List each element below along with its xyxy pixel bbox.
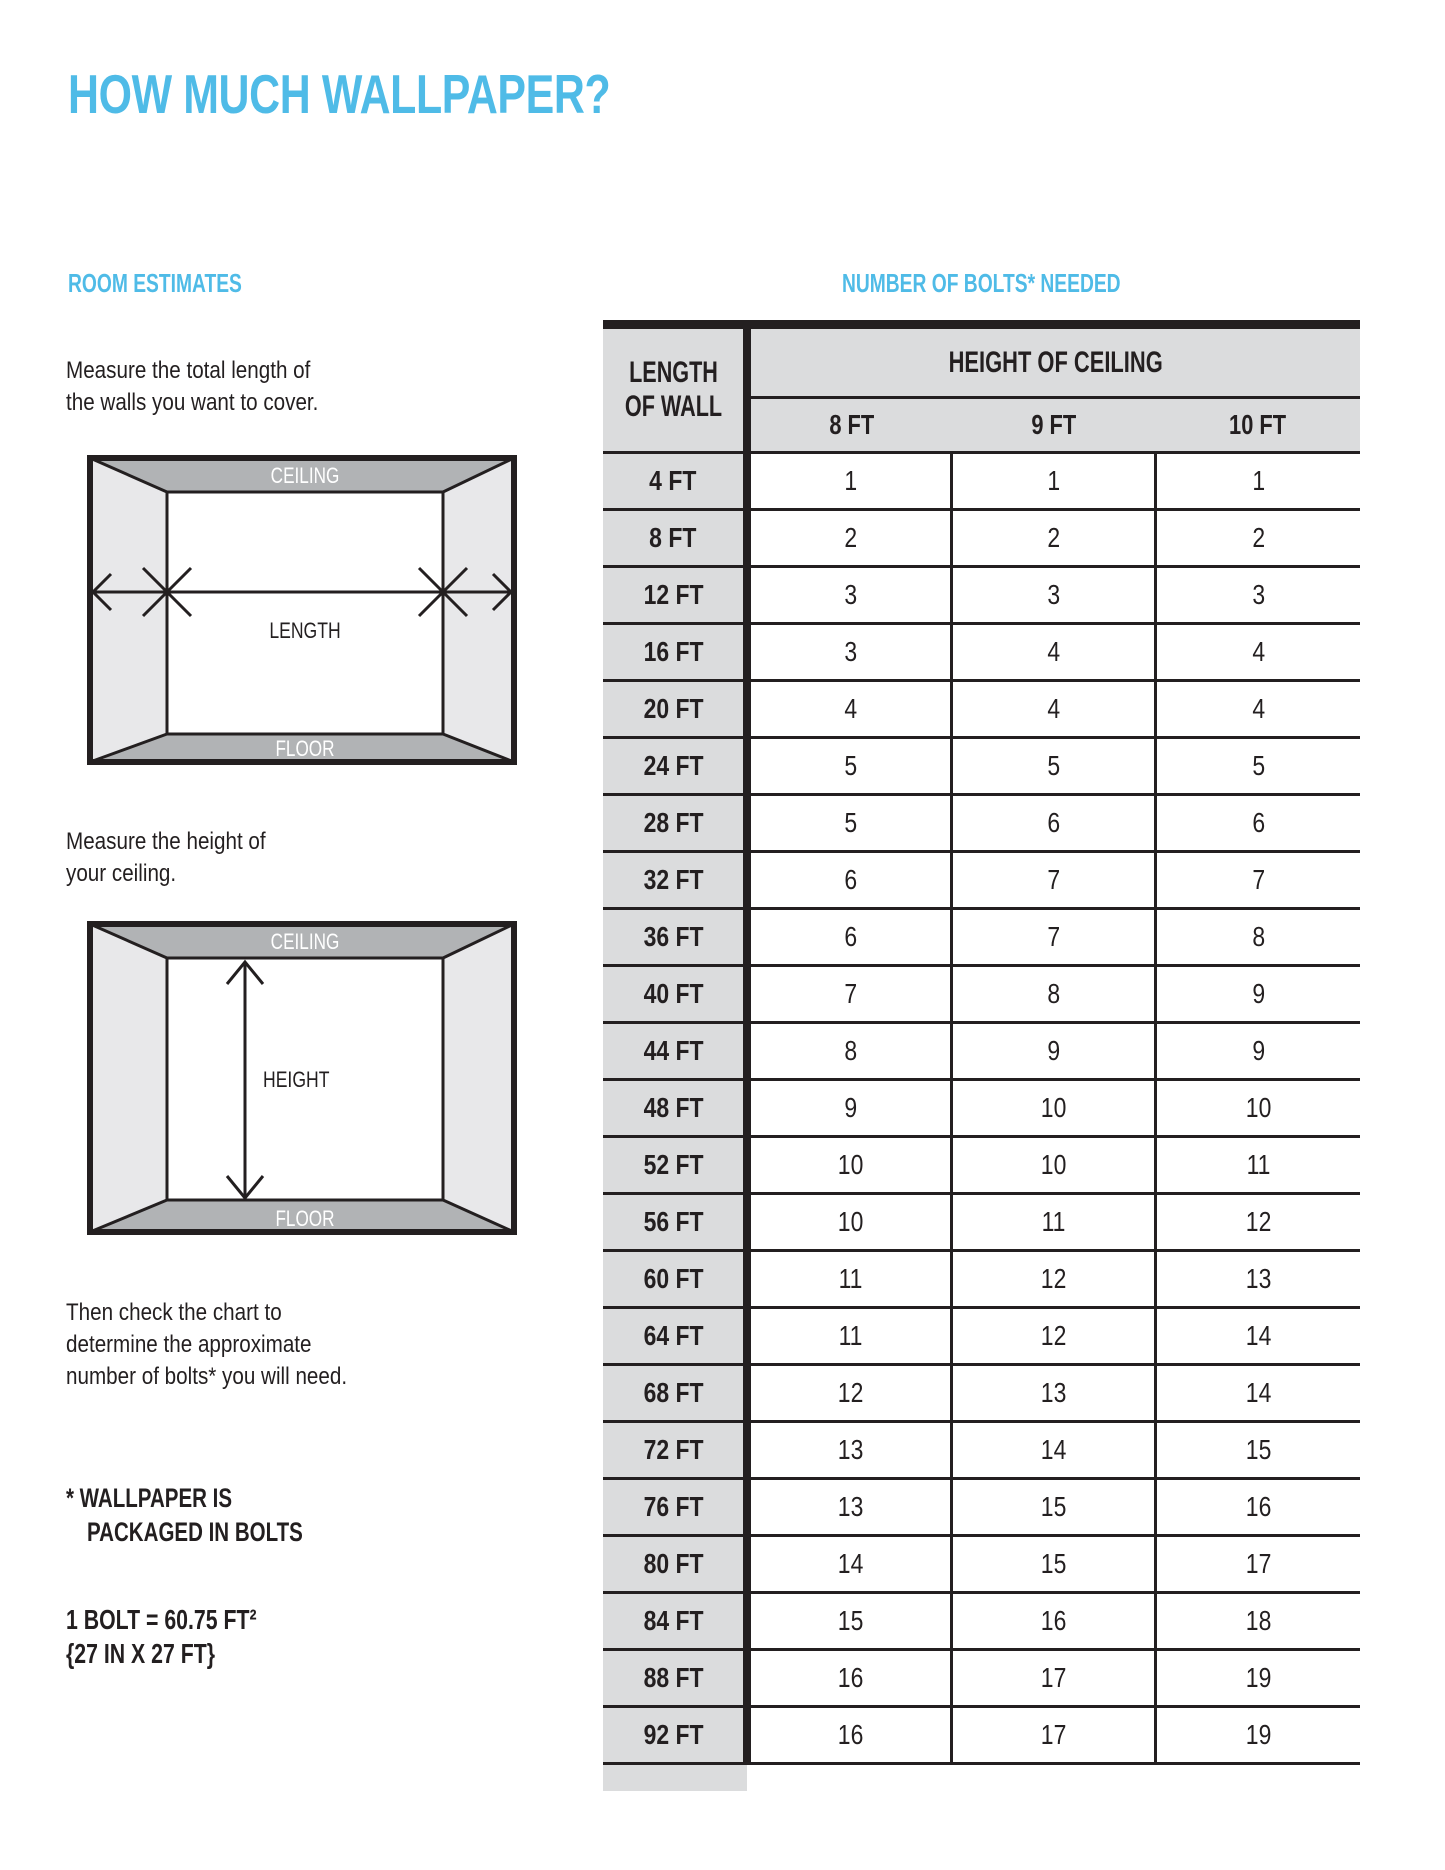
bolt-count-cell: 16 — [747, 1707, 951, 1764]
bolt-count-cell: 10 — [747, 1194, 951, 1251]
bolts-footnote — [66, 1481, 371, 1549]
bolt-count-cell: 9 — [1156, 1023, 1360, 1080]
bolt-count-cell: 12 — [951, 1251, 1155, 1308]
bolts-table — [603, 320, 1360, 1765]
table-row — [603, 1194, 1360, 1251]
bolt-count-cell: 4 — [1156, 681, 1360, 738]
page-title-text: HOW MUCH WALLPAPER? — [68, 63, 611, 125]
table-row — [603, 909, 1360, 966]
bolt-count-cell: 8 — [1156, 909, 1360, 966]
bolt-equivalence-text: 1 BOLT = 60.75 FT² {27 IN X 27 FT} — [66, 1604, 257, 1669]
bolt-count-cell: 6 — [951, 795, 1155, 852]
bolt-count-cell: 2 — [1156, 510, 1360, 567]
bolt-count-cell: 4 — [747, 681, 951, 738]
bolt-count-cell: 14 — [1156, 1365, 1360, 1422]
bolt-count-cell: 6 — [1156, 795, 1360, 852]
bolt-count-cell: 12 — [1156, 1194, 1360, 1251]
table-row — [603, 1308, 1360, 1365]
wall-length-cell: 80 FT — [603, 1536, 747, 1593]
bolt-count-cell: 7 — [747, 966, 951, 1023]
bolt-count-cell: 4 — [951, 681, 1155, 738]
wall-length-cell: 4 FT — [603, 453, 747, 510]
wall-length-cell: 24 FT — [603, 738, 747, 795]
bolt-count-cell: 9 — [951, 1023, 1155, 1080]
wall-length-cell: 68 FT — [603, 1365, 747, 1422]
page-title — [68, 62, 763, 126]
bolt-count-cell: 16 — [747, 1650, 951, 1707]
table-row — [603, 852, 1360, 909]
bolt-count-cell: 11 — [747, 1251, 951, 1308]
wall-length-cell: 16 FT — [603, 624, 747, 681]
bolt-count-cell: 17 — [951, 1650, 1155, 1707]
bolt-count-cell: 17 — [1156, 1536, 1360, 1593]
bolt-count-cell: 15 — [951, 1479, 1155, 1536]
wall-length-cell: 60 FT — [603, 1251, 747, 1308]
bolt-count-cell: 5 — [1156, 738, 1360, 795]
bolt-count-cell: 9 — [747, 1080, 951, 1137]
bolt-count-cell: 2 — [747, 510, 951, 567]
length-label: LENGTH — [269, 619, 341, 644]
bolt-count-cell: 10 — [951, 1080, 1155, 1137]
table-footer-strip — [603, 1765, 747, 1791]
bolt-count-cell: 7 — [951, 909, 1155, 966]
wall-length-cell: 84 FT — [603, 1593, 747, 1650]
footnote-line2: PACKAGED IN BOLTS — [87, 1517, 303, 1547]
bolt-count-cell: 15 — [1156, 1422, 1360, 1479]
table-row — [603, 1593, 1360, 1650]
wall-length-cell: 28 FT — [603, 795, 747, 852]
bolt-count-cell: 3 — [1156, 567, 1360, 624]
wall-length-cell: 44 FT — [603, 1023, 747, 1080]
left-wall-panel — [87, 455, 167, 765]
bolt-count-cell: 7 — [1156, 852, 1360, 909]
bolt-count-cell: 9 — [1156, 966, 1360, 1023]
bolt-count-cell: 8 — [747, 1023, 951, 1080]
table-row — [603, 624, 1360, 681]
wall-length-cell: 48 FT — [603, 1080, 747, 1137]
bolt-count-cell: 11 — [951, 1194, 1155, 1251]
bolt-count-cell: 4 — [951, 624, 1155, 681]
room-estimates-heading: ROOM ESTIMATES — [68, 268, 242, 298]
measure-height-text: Measure the height of your ceiling. — [66, 828, 266, 887]
bolt-count-cell: 5 — [747, 738, 951, 795]
back-wall-panel — [167, 492, 443, 734]
bolt-count-cell: 5 — [747, 795, 951, 852]
bolt-count-cell: 16 — [951, 1593, 1155, 1650]
bolt-count-cell: 10 — [951, 1137, 1155, 1194]
wall-length-cell: 8 FT — [603, 510, 747, 567]
wall-length-cell: 92 FT — [603, 1707, 747, 1764]
table-row — [603, 738, 1360, 795]
bolt-count-cell: 1 — [1156, 453, 1360, 510]
ceiling-label: CEILING — [270, 930, 340, 955]
bolt-count-cell: 17 — [951, 1707, 1155, 1764]
bolt-count-cell: 19 — [1156, 1707, 1360, 1764]
room-height-svg — [87, 921, 517, 1235]
left-wall-panel — [87, 921, 167, 1235]
wall-length-cell: 20 FT — [603, 681, 747, 738]
bolt-count-cell: 6 — [747, 852, 951, 909]
bolt-count-cell: 4 — [1156, 624, 1360, 681]
bolts-needed-heading: NUMBER OF BOLTS* NEEDED — [842, 268, 1121, 298]
table-row — [603, 1365, 1360, 1422]
table-row — [603, 681, 1360, 738]
wall-length-cell: 76 FT — [603, 1479, 747, 1536]
floor-label: FLOOR — [275, 737, 335, 762]
bolt-count-cell: 1 — [951, 453, 1155, 510]
length-of-wall-header: LENGTH OF WALL — [603, 325, 747, 453]
bolt-count-cell: 7 — [951, 852, 1155, 909]
bolt-count-cell: 6 — [747, 909, 951, 966]
right-wall-panel — [443, 455, 517, 765]
table-row — [603, 1536, 1360, 1593]
bolt-count-cell: 12 — [951, 1308, 1155, 1365]
wall-length-cell: 32 FT — [603, 852, 747, 909]
bolt-count-cell: 13 — [747, 1422, 951, 1479]
bolt-count-cell: 3 — [951, 567, 1155, 624]
bolt-count-cell: 12 — [747, 1365, 951, 1422]
floor-label: FLOOR — [275, 1207, 335, 1232]
room-length-svg — [87, 455, 517, 765]
wall-length-cell: 40 FT — [603, 966, 747, 1023]
wall-length-cell: 36 FT — [603, 909, 747, 966]
col-header-10ft: 10 FT — [1156, 398, 1360, 453]
table-row — [603, 1422, 1360, 1479]
height-of-ceiling-header: HEIGHT OF CEILING — [747, 325, 1360, 398]
table-row — [603, 1707, 1360, 1764]
bolt-table-body — [603, 453, 1360, 1764]
room-length-diagram — [87, 455, 517, 765]
table-row — [603, 453, 1360, 510]
table-row — [603, 510, 1360, 567]
col-header-8ft: 8 FT — [747, 398, 951, 453]
wall-length-cell: 12 FT — [603, 567, 747, 624]
bolt-count-cell: 13 — [1156, 1251, 1360, 1308]
bolt-count-cell: 3 — [747, 567, 951, 624]
wall-length-cell: 56 FT — [603, 1194, 747, 1251]
footnote-line1: * WALLPAPER IS — [66, 1483, 233, 1513]
table-row — [603, 795, 1360, 852]
bolt-count-cell: 10 — [747, 1137, 951, 1194]
bolt-count-cell: 18 — [1156, 1593, 1360, 1650]
bolt-count-cell: 14 — [1156, 1308, 1360, 1365]
measure-length-text: Measure the total length of the walls you want to cover. — [66, 357, 319, 416]
bolt-count-cell: 11 — [747, 1308, 951, 1365]
bolt-count-cell: 3 — [747, 624, 951, 681]
wall-length-cell: 52 FT — [603, 1137, 747, 1194]
bolt-count-cell: 10 — [1156, 1080, 1360, 1137]
table-row — [603, 1023, 1360, 1080]
room-height-diagram — [87, 921, 517, 1235]
table-row — [603, 1479, 1360, 1536]
bolts-table-container — [603, 320, 1360, 1791]
wall-length-cell: 72 FT — [603, 1422, 747, 1479]
bolt-count-cell: 13 — [951, 1365, 1155, 1422]
table-group-header-row — [603, 325, 1360, 398]
wall-length-cell: 64 FT — [603, 1308, 747, 1365]
bolt-count-cell: 14 — [951, 1422, 1155, 1479]
bolt-count-cell: 13 — [747, 1479, 951, 1536]
table-row — [603, 1251, 1360, 1308]
bolt-count-cell: 15 — [747, 1593, 951, 1650]
height-label: HEIGHT — [263, 1068, 330, 1093]
table-row — [603, 1080, 1360, 1137]
table-row — [603, 966, 1360, 1023]
bolt-count-cell: 19 — [1156, 1650, 1360, 1707]
bolt-count-cell: 11 — [1156, 1137, 1360, 1194]
bolt-count-cell: 1 — [747, 453, 951, 510]
col-header-9ft: 9 FT — [951, 398, 1155, 453]
bolt-count-cell: 8 — [951, 966, 1155, 1023]
bolt-count-cell: 2 — [951, 510, 1155, 567]
check-chart-text: Then check the chart to determine the approximate number of bolts* you will need. — [66, 1299, 348, 1390]
bolt-count-cell: 14 — [747, 1536, 951, 1593]
table-row — [603, 567, 1360, 624]
ceiling-label: CEILING — [270, 464, 340, 489]
bolt-count-cell: 15 — [951, 1536, 1155, 1593]
table-row — [603, 1137, 1360, 1194]
table-row — [603, 1650, 1360, 1707]
right-wall-panel — [443, 921, 517, 1235]
bolt-count-cell: 5 — [951, 738, 1155, 795]
bolt-count-cell: 16 — [1156, 1479, 1360, 1536]
wall-length-cell: 88 FT — [603, 1650, 747, 1707]
